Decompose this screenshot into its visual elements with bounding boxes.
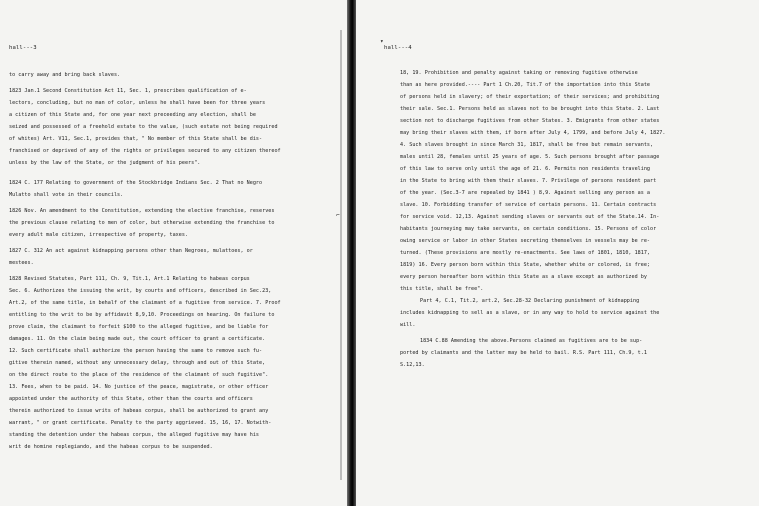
- text-line: males until 28, females until 25 years of age. 5. Such persons brought after passage: [400, 154, 660, 160]
- left-page: [0, 0, 347, 506]
- text-line: entitling to the writ to be by affidavit 8,9,10. Proceedings on hearing. On failure to: [9, 312, 275, 318]
- text-line: Part 4, C.1, Tit.2, art.2, Sec.28-32 Declaring punishment of kidnapping: [420, 298, 640, 304]
- page-header: hall---4: [384, 45, 412, 51]
- text-line: every adult male citizen, irrespective of property, taxes.: [9, 232, 189, 238]
- text-line: owing service or labor in other States secreting themselves in vessels may be re-: [400, 238, 651, 244]
- text-line: this title, shall be free".: [400, 286, 484, 292]
- text-line: franchised or deprived of any of the rights or privileges secured to any citizen thereof: [9, 148, 281, 154]
- text-line: 4. Such slaves brought in since March 31, 1817, shall be free but remain servants,: [400, 142, 654, 148]
- text-line: a citizen of this State and, for one year next preceeding any election, shall be: [9, 112, 256, 118]
- text-line: standing the detention under the habeas corpus, the alleged fugitive may have his: [9, 432, 260, 438]
- text-line: of the year. (Sec.3-7 are repealed by 1841 ) 8,9. Against selling any person as a: [400, 190, 651, 196]
- text-line: appointed under the authority of this State, other than the courts and officers: [9, 396, 253, 402]
- text-line: lectors, concluding, but no man of color, unless he shall have been for three years: [9, 100, 266, 106]
- text-line: 12. Such certificate shall authorize the person having the same to remove such fu-: [9, 348, 263, 354]
- text-line: damages. 11. On the claim being made out, the court officer to grant a certificate.: [9, 336, 266, 342]
- text-line: Sec. 6. Authorizes the issuing the writ, by courts and officers, described in Sec.23,: [9, 288, 272, 294]
- text-line: habitants journeying may take servants, on certain conditions. 15. Persons of color: [400, 226, 657, 232]
- text-line: gitive therein named, without any unnecessary delay, through and out of this State,: [9, 360, 266, 366]
- text-line: may bring their slaves with them, if born after July 4, 1799, and before July 4, 1827.: [400, 130, 666, 136]
- text-line: of whites) Art. V11, Sec.1, provides that, " No member of this State shall be dis-: [9, 136, 263, 142]
- text-line: 1824 C. 177 Relating to government of the Stockbridge Indians Sec. 2 That no Negro: [9, 180, 263, 186]
- text-line: writ de homine replegiando, and the habeas corpus to be suspended.: [9, 444, 213, 450]
- page-tick-mark: ▾: [380, 38, 384, 45]
- page-header: hall---3: [9, 45, 37, 51]
- text-line: will.: [400, 322, 416, 328]
- text-line: in the State to bring with them their slaves. 7. Privilege of persons resident part: [400, 178, 657, 184]
- margin-mark: ⌐: [336, 212, 340, 219]
- text-line: section not to discharge fugitives from other States. 3. Emigrants from other states: [400, 118, 660, 124]
- text-line: 13. Fees, when to be paid. 14. No justice of the peace, magistrate, or other officer: [9, 384, 269, 390]
- text-line: slave. 10. Forbidding transfer of service of certain persons. 11. Certain contracts: [400, 202, 657, 208]
- text-line: the previous clause relating to men of color, but otherwise extending the franchise to: [9, 220, 275, 226]
- right-page: [356, 0, 759, 506]
- book-gutter: [347, 0, 356, 506]
- text-line: includes kidnapping to sell as a slave, or in any way to hold to service against the: [400, 310, 660, 316]
- text-line: 1819) 16. Every person born within this State, whether white or colored, is free;: [400, 262, 651, 268]
- text-line: 1823 Jan.1 Second Constitution Act 11, Sec. 1, prescribes qualification of e-: [9, 88, 247, 94]
- text-line: S.12,13.: [400, 362, 425, 368]
- text-line: every person hereafter born within this State as a slave except as authorized by: [400, 274, 647, 280]
- text-line: of persons held in slavery; of their exportation; of their services; and prohibiting: [400, 94, 660, 100]
- text-line: turned. (These provisions are mostly re-enactments. See laws of 1801, 1810, 1817,: [400, 250, 651, 256]
- text-line: 1834 C.88 Amending the above.Persons claimed as fugitives are to be sup-: [420, 338, 643, 344]
- text-line: to carry away and bring back slaves.: [9, 72, 121, 78]
- text-line: Art.2, of the same title, in behalf of the claimant of a fugitive from service. 7. Proof: [9, 300, 281, 306]
- text-line: 1826 Nov. An amendment to the Constitution, extending the elective franchise, reserves: [9, 208, 275, 214]
- text-line: 1828 Revised Statutes, Part 111, Ch. 9, Tit.1, Art.1 Relating to habeas corpus: [9, 276, 250, 282]
- text-line: ported by claimants and the latter may be held to bail. R.S. Part 111, Ch.9, t.1: [400, 350, 647, 356]
- text-line: therein authorized to issue writs of habeas corpus, shall be authorized to grant any: [9, 408, 269, 414]
- text-line: 18, 19. Prohibition and penalty against taking or removing fugitive otherwise: [400, 70, 638, 76]
- text-line: of this law to serve only until the age of 21. 6. Permits non residents traveling: [400, 166, 651, 172]
- text-line: than as here provided.---- Part 1 Ch.20, Tit.7 of the importation into this State: [400, 82, 651, 88]
- text-line: seized and possessed of a freehold estate to the value, (such estate not being required: [9, 124, 278, 130]
- page-edge-line: [340, 30, 342, 480]
- text-line: on the direct route to the place of the residence of the claimant of such fugitive".: [9, 372, 269, 378]
- text-line: mestees.: [9, 260, 34, 266]
- text-line: 1827 C. 312 An act against kidnapping persons other than Negroes, mulattoes, or: [9, 248, 253, 254]
- text-line: warrant, " or grant certificate. Penalty to the party aggrieved. 15, 16, 17. Notwith-: [9, 420, 272, 426]
- text-line: for service void. 12,13. Against sending slaves or servants out of the State.14. In-: [400, 214, 660, 220]
- text-line: unless by the law of the State, or the judgment of his peers".: [9, 160, 201, 166]
- text-line: their sale. Sec.1. Persons held as slaves not to be brought into this State. 2. Last: [400, 106, 660, 112]
- text-line: Mulatto shall vote in their councils.: [9, 192, 124, 198]
- text-line: prove claim, the claimant to forfeit $100 to the alleged fugitive, and be liable for: [9, 324, 269, 330]
